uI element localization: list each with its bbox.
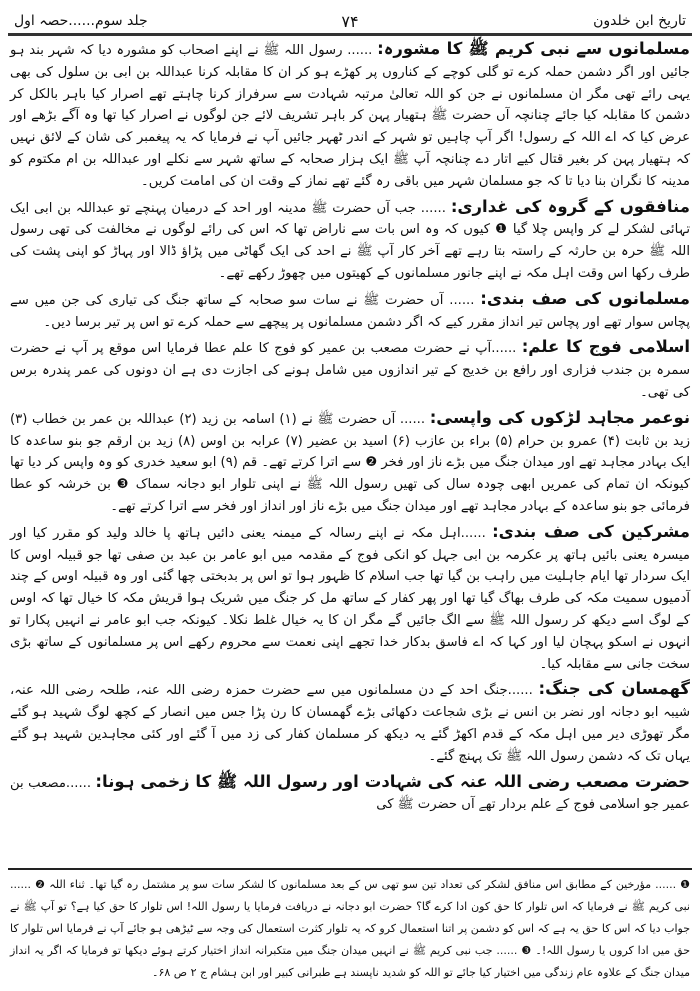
section-text: ...... آں حضرت ﷺ نے (۱) اسامہ بن زید (۲) عبداللہ بن عمر بن خطاب (۳) زید بن ثابت (۴) عمرو بن حرام (۵) براء بن عازب (۶) اسید بن عضیر (۷) عرابہ بن اوس (۸) زید بن ارقم جو بنو ساعدہ کا ایک بہادر مجاہد تھے اور میدان جنگ میں بڑے ناز اور فخر ❷ سے اترا کرتے تھے۔ قم (۹) ابو سعید خدری کو وہ واپس کر دیا تھا کیونکہ ان تمام کی عمریں ابھی چودہ سال کی تھیں رسول اللہ ﷺ نے اپنی تلوار ابو دجانہ سماک ❸ بن خرشہ کو عطا فرمائی جو بنو ساعدہ کے بہادر مجاہد تھے اور میدان جنگ میں بڑے ناز اور انداز اور فخر سے اترا کرتے تھے۔ [10, 411, 690, 514]
section [10, 407, 690, 518]
main-text [10, 38, 690, 819]
section-text: ...... رسول اللہ ﷺ نے اپنے اصحاب کو مشورہ دیا کہ شہر بند ہو جائیں اور اگر دشمن حملہ کرے تو گلی کوچے کے کناروں پر کھڑے ہو کر ان کا مقابلہ کرنا عبداللہ بن ابی بن سلول کی بھی یہی رائے تھی مگر ان مسلمانوں نے جن کو اللہ تعالیٰ مرتبہ شہادت سے سرفراز کرنا چاہتے تھے اصرار کیا باہر بالکل کر دشمن کا مقابلہ کیا جائے چنانچہ آں حضرت ﷺ ہتھیار پہن کر باہر تشریف لائے جن لوگوں نے اصرار کیا تھا وہ آگے بڑھے اور عرض کیا کہ اے اللہ کے رسول! اگر آپ چاہیں تو شہر کے اندر ٹھہر جائیں آپ نے فرمایا کہ یہ پیغمبر کی شان کے لائق نہیں کہ ہتھیار پہن کر بغیر قتال کیے اتار دے چنانچہ آپ ﷺ ایک ہزار صحابہ کے ساتھ شہر سے نکلے اور عبداللہ بن ام مکتوم کو مدینہ کا نگران بنا دیا تا کہ جو مسلمان شہر میں باقی رہ گئے تھے نماز کے وقت ان کی امامت کریں۔ [10, 43, 690, 189]
section-heading: حضرت مصعب رضی اللہ عنہ کی شہادت اور رسول اللہ ﷺ کا زخمی ہونا: [95, 771, 690, 791]
section [10, 336, 690, 403]
footnote-divider [8, 868, 692, 870]
section-text: ......آپ نے حضرت مصعب بن عمیر کو فوج کا علم عطا فرمایا اس موقع پر آپ نے حضرت سمرہ بن جندب فزاری اور رافع بن خدیج کے تیر اندازوں میں شامل ہونے کی اجازت دی ہے ان دونوں کی عمر پندرہ برس کی تھی۔ [10, 341, 690, 400]
volume-label: جلد سوم......حصہ اول [14, 13, 148, 29]
section [10, 196, 690, 285]
page-number: ۷۴ [341, 11, 359, 31]
section [10, 521, 690, 676]
section-text: ...... آں حضرت ﷺ نے سات سو صحابہ کے ساتھ جنگ کی تیاری کی جن میں سے پچاس سوار تھے اور پچاس تیر انداز مقرر کیے کہ اگر دشمن مسلمانوں پر پیچھے سے حملہ کرے تو اس پر تیر برسا دیں۔ [10, 292, 690, 330]
section [10, 288, 690, 334]
section-text: ......مصعب بن عمیر جو اسلامی فوج کے علم بردار تھے آں حضرت ﷺ کی [10, 775, 690, 813]
section-heading: نوعمر مجاہد لڑکوں کی واپسی: [429, 407, 691, 427]
footnotes: ❶ ...... مؤرخین کے مطابق اس منافق لشکر کی تعداد تین سو تھی س کے بعد مسلمانوں کا لشکر سات سو پر مشتمل رہ گیا تھا۔ ثناء اللہ ❷ ...... نبی کریم ﷺ نے فرمایا کہ اس تلوار کا حق کون ادا کرے گا؟ حضرت ابو دجانہ نے دریافت فرمایا یا رسول اللہ! اس تلوار کا حق کیا ہے؟ تو آپ ﷺ نے جواب دیا کہ اس کا حق یہ ہے کہ اس کو دشمن پر اتنا استعمال کرو کہ یہ تلوار کثرت استعمال کی وجہ سے ٹیڑھی ہو جائے آپ نے فرمایا اس تلوار کا حق میں ادا کروں یا رسول اللہ!۔ ❸ ...... جب نبی کریم ﷺ نے انہیں میدان جنگ میں متکبرانہ انداز اختیار کرتے ہوئے دیکھا تو فرمایا کہ اگر یہ انداز میدان جنگ کے علاوہ عام زندگی میں اختیار کیا جائے تو اللہ کو شدید ناپسند ہے طبرانی کبیر اور ابن ہشام ج ۲ ص ۶۸۔ [10, 878, 690, 979]
section-heading: مشرکین کی صف بندی: [492, 521, 690, 541]
section-text: ......اہل مکہ نے اپنے رسالہ کے میمنہ یعنی دائیں ہاتھ پا خالد ولید کو مقرر کیا اور میسرہ یعنی بائیں ہاتھ پر عکرمہ بن ابی جہل کو انکی فوج کے مقدمہ میں ابو عامر بن عبد بن صفی تھا جو قبیلہ اوس کا ایک سردار تھا ایام جاہلیت میں راہب بن گیا تھا جب اسلام کا ظہور ہوا تو اس پر بدبختی چھا گئی اور وہ قبیلہ اوس کے چند آدمیوں سمیت مکہ کی طرف بھاگ گیا تھا اور پھر کفار کے ساتھ مل کر جنگ میں شریک ہوا قریش مکہ کا خیال تھا کہ اوس کے لوگ اسے دیکھ کر رسول اللہ ﷺ سے الگ جائیں گے مگر ان کا یہ خیال غلط نکلا۔ کیونکہ جب ابو عامر نے انہیں پکارا تو انہوں نے اسکو پہچان لیا اور کہا کہ اے فاسق بدکار خدا تجھے اپنی نعمت سے محروم رکھے اس پر مسلمانوں کے ساتھ بڑی سخت جانی سے مقابلہ کیا۔ [10, 525, 690, 672]
section [10, 771, 690, 817]
section [10, 38, 690, 193]
page-header [14, 8, 686, 34]
section-text: ...... جب آں حضرت ﷺ مدینہ اور احد کے درمیان پہنچے تو عبداللہ بن ابی ایک تہائی لشکر لے کر واپس چلا گیا ❶ کیوں کہ وہ اس بات سے ناراض تھا کہ اس کی رائے لوگوں نے مخالفت کی تھی رسول اللہ ﷺ حرہ بن حارثہ کے راستہ بتا رہے تھے آخر کار آپ ﷺ نے احد کی ایک گھاٹی میں پڑاؤ ڈالا اور پہاڑ کو اپنی پشت کی طرف رکھا اس وقت اہل مکہ نے اپنے جانور مسلمانوں کے کھیتوں میں چھوڑ رکھے تھے۔ [10, 200, 690, 281]
section-heading: منافقوں کے گروہ کی غداری: [450, 196, 690, 216]
section-heading: مسلمانوں سے نبی کریم ﷺ کا مشورہ: [377, 39, 690, 58]
section-text: ......جنگ احد کے دن مسلمانوں میں سے حضرت حمزہ رضی اللہ عنہ، طلحہ رضی اللہ عنہ، شیبہ ابو دجانہ اور نضر بن انس نے بڑی شجاعت دکھائی بڑے گھمسان کا رن پڑا جس میں انصار کے کچھ لوگ شہید ہو گئے مگر تھوڑی دیر میں اہل مکہ کے قدم اکھڑ گئے یہ دیکھ کر مسلمان کفار کی زد میں آ گئے اور کئی مجاہدین شہید ہو گئے یہاں تک کہ دشمن رسول اللہ ﷺ تک پہنچ گئے۔ [10, 683, 690, 764]
section-heading: گھمسان کی جنگ: [538, 679, 690, 699]
section [10, 678, 690, 767]
section-heading: اسلامی فوج کا علم: [521, 337, 690, 357]
section-heading: مسلمانوں کی صف بندی: [480, 288, 690, 308]
book-title: تاریخ ابن خلدون [593, 13, 686, 29]
header-divider [8, 33, 692, 36]
